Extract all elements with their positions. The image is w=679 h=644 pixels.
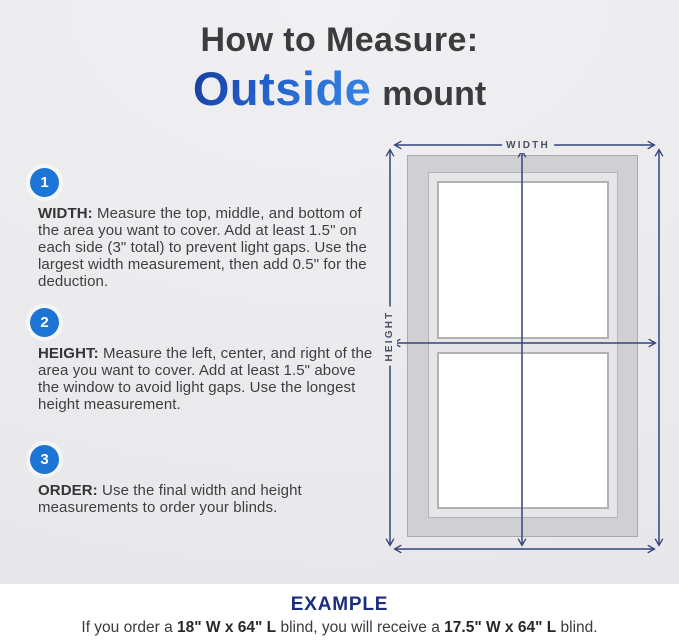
step-body: Measure the left, center, and right of the area you want to cover. Add at least 1.5" above the window to avoid light gaps. Use the longest height measurement. (38, 345, 373, 414)
step-body: Use the final width and height measurements to order your blinds. (38, 482, 302, 517)
example-suffix: blind. (556, 619, 598, 636)
step-width (28, 168, 376, 290)
example-middle: blind, you will receive a (276, 619, 445, 636)
step-number-badge: 2 (30, 308, 59, 337)
step-order (28, 445, 376, 516)
step-number-badge: 3 (30, 445, 59, 474)
title-line2 (0, 61, 679, 116)
step-text (38, 205, 376, 290)
title-line1: How to Measure: (200, 21, 479, 59)
page-title (0, 22, 679, 116)
step-number-badge: 1 (30, 168, 59, 197)
example-receive-size: 17.5" W x 64" L (444, 619, 557, 636)
step-text (38, 345, 376, 413)
example-prefix: If you order a (81, 619, 178, 636)
title-highlight: Outside (192, 62, 372, 116)
step-body: Measure the top, middle, and bottom of the area you want to cover. Add at least 1.5" on each side (3" total) to prevent light gaps. Use the largest width measurement, then add 0.5" for the deduction. (38, 205, 367, 291)
example-text (0, 619, 679, 637)
width-label: WIDTH (502, 139, 554, 153)
example-heading: EXAMPLE (290, 594, 389, 615)
step-label: HEIGHT: (38, 345, 99, 362)
window-diagram (383, 136, 673, 566)
measurement-arrows (383, 136, 673, 566)
step-label: WIDTH: (38, 205, 93, 222)
height-label: HEIGHT (383, 307, 397, 366)
step-height (28, 308, 376, 413)
example-section (0, 584, 679, 644)
example-order-size: 18" W x 64" L (177, 619, 277, 636)
title-suffix: mount (382, 75, 487, 114)
step-text (38, 482, 376, 516)
step-label: ORDER: (38, 482, 98, 499)
